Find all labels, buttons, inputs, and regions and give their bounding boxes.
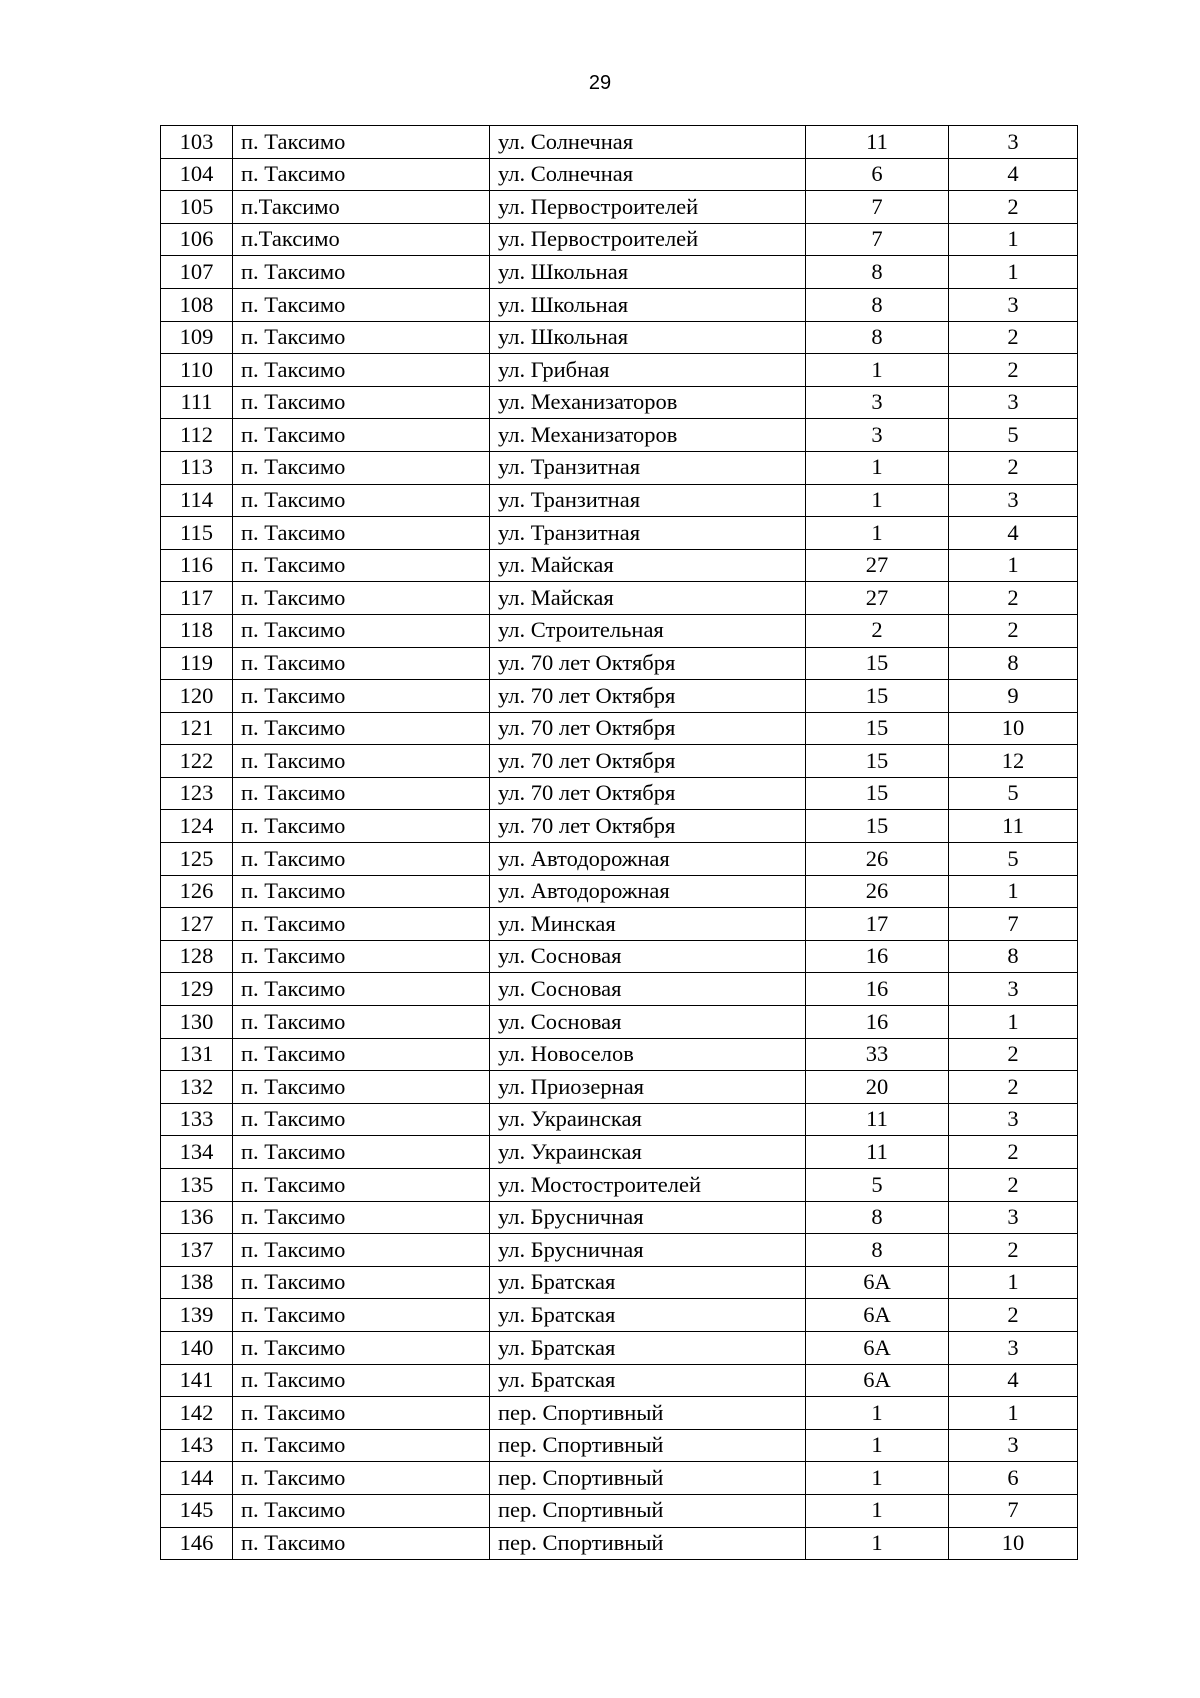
table-row	[161, 223, 1078, 256]
table-row	[161, 1364, 1078, 1397]
row-number-cell: 108	[161, 288, 233, 321]
apartment-number-cell: 5	[949, 777, 1078, 810]
settlement-cell: п. Таксимо	[233, 1201, 490, 1234]
table-row	[161, 1234, 1078, 1267]
settlement-cell: п. Таксимо	[233, 1038, 490, 1071]
settlement-cell: п. Таксимо	[233, 1266, 490, 1299]
street-cell: ул. 70 лет Октября	[490, 745, 806, 778]
row-number-cell: 145	[161, 1494, 233, 1527]
house-number-cell: 15	[806, 680, 949, 713]
apartment-number-cell: 3	[949, 386, 1078, 419]
street-cell: ул. Строительная	[490, 614, 806, 647]
street-cell: ул. Украинская	[490, 1136, 806, 1169]
house-number-cell: 15	[806, 647, 949, 680]
row-number-cell: 111	[161, 386, 233, 419]
row-number-cell: 138	[161, 1266, 233, 1299]
house-number-cell: 8	[806, 288, 949, 321]
street-cell: ул. Школьная	[490, 321, 806, 354]
apartment-number-cell: 2	[949, 451, 1078, 484]
house-number-cell: 1	[806, 354, 949, 387]
table-row	[161, 1169, 1078, 1202]
row-number-cell: 115	[161, 517, 233, 550]
apartment-number-cell: 3	[949, 1331, 1078, 1364]
house-number-cell: 2	[806, 614, 949, 647]
house-number-cell: 27	[806, 549, 949, 582]
table-row	[161, 484, 1078, 517]
settlement-cell: п. Таксимо	[233, 940, 490, 973]
settlement-cell: п. Таксимо	[233, 614, 490, 647]
settlement-cell: п. Таксимо	[233, 419, 490, 452]
settlement-cell: п. Таксимо	[233, 1364, 490, 1397]
table-row	[161, 451, 1078, 484]
table-row	[161, 582, 1078, 615]
street-cell: ул. Механизаторов	[490, 419, 806, 452]
row-number-cell: 135	[161, 1169, 233, 1202]
apartment-number-cell: 3	[949, 1429, 1078, 1462]
settlement-cell: п. Таксимо	[233, 517, 490, 550]
house-number-cell: 5	[806, 1169, 949, 1202]
apartment-number-cell: 3	[949, 288, 1078, 321]
settlement-cell: п. Таксимо	[233, 1136, 490, 1169]
row-number-cell: 142	[161, 1397, 233, 1430]
row-number-cell: 132	[161, 1071, 233, 1104]
settlement-cell: п. Таксимо	[233, 386, 490, 419]
apartment-number-cell: 9	[949, 680, 1078, 713]
street-cell: ул. Первостроителей	[490, 223, 806, 256]
house-number-cell: 6	[806, 158, 949, 191]
row-number-cell: 128	[161, 940, 233, 973]
street-cell: ул. Украинская	[490, 1103, 806, 1136]
table-row	[161, 158, 1078, 191]
house-number-cell: 11	[806, 1103, 949, 1136]
apartment-number-cell: 1	[949, 256, 1078, 289]
house-number-cell: 27	[806, 582, 949, 615]
settlement-cell: п. Таксимо	[233, 288, 490, 321]
settlement-cell: п. Таксимо	[233, 875, 490, 908]
table-row	[161, 354, 1078, 387]
street-cell: ул. Транзитная	[490, 451, 806, 484]
house-number-cell: 8	[806, 321, 949, 354]
apartment-number-cell: 2	[949, 1071, 1078, 1104]
street-cell: ул. Сосновая	[490, 940, 806, 973]
row-number-cell: 107	[161, 256, 233, 289]
apartment-number-cell: 12	[949, 745, 1078, 778]
house-number-cell: 15	[806, 745, 949, 778]
table-row	[161, 973, 1078, 1006]
table-row	[161, 1266, 1078, 1299]
house-number-cell: 11	[806, 126, 949, 159]
street-cell: ул. Автодорожная	[490, 875, 806, 908]
house-number-cell: 1	[806, 517, 949, 550]
settlement-cell: п. Таксимо	[233, 1234, 490, 1267]
settlement-cell: п. Таксимо	[233, 582, 490, 615]
street-cell: ул. 70 лет Октября	[490, 647, 806, 680]
street-cell: ул. Брусничная	[490, 1234, 806, 1267]
apartment-number-cell: 2	[949, 1299, 1078, 1332]
settlement-cell: п. Таксимо	[233, 321, 490, 354]
street-cell: ул. Минская	[490, 908, 806, 941]
apartment-number-cell: 2	[949, 614, 1078, 647]
house-number-cell: 7	[806, 191, 949, 224]
settlement-cell: п. Таксимо	[233, 1429, 490, 1462]
settlement-cell: п. Таксимо	[233, 1462, 490, 1495]
apartment-number-cell: 5	[949, 843, 1078, 876]
table-row	[161, 419, 1078, 452]
street-cell: ул. Солнечная	[490, 158, 806, 191]
row-number-cell: 103	[161, 126, 233, 159]
table-row	[161, 614, 1078, 647]
apartment-number-cell: 2	[949, 191, 1078, 224]
table-row	[161, 1201, 1078, 1234]
house-number-cell: 16	[806, 1006, 949, 1039]
apartment-number-cell: 10	[949, 712, 1078, 745]
settlement-cell: п. Таксимо	[233, 549, 490, 582]
table-row	[161, 1462, 1078, 1495]
street-cell: ул. 70 лет Октября	[490, 680, 806, 713]
page-number: 29	[588, 72, 612, 94]
row-number-cell: 143	[161, 1429, 233, 1462]
house-number-cell: 1	[806, 1494, 949, 1527]
street-cell: ул. Майская	[490, 582, 806, 615]
settlement-cell: п. Таксимо	[233, 1169, 490, 1202]
house-number-cell: 1	[806, 1429, 949, 1462]
street-cell: ул. Школьная	[490, 288, 806, 321]
table-row	[161, 777, 1078, 810]
settlement-cell: п. Таксимо	[233, 1331, 490, 1364]
settlement-cell: п. Таксимо	[233, 1299, 490, 1332]
settlement-cell: п. Таксимо	[233, 810, 490, 843]
settlement-cell: п. Таксимо	[233, 256, 490, 289]
house-number-cell: 6А	[806, 1364, 949, 1397]
street-cell: пер. Спортивный	[490, 1429, 806, 1462]
apartment-number-cell: 7	[949, 908, 1078, 941]
table-row	[161, 549, 1078, 582]
apartment-number-cell: 1	[949, 223, 1078, 256]
street-cell: ул. Братская	[490, 1266, 806, 1299]
table-row	[161, 386, 1078, 419]
table-row	[161, 1397, 1078, 1430]
table-row	[161, 712, 1078, 745]
table-row	[161, 1136, 1078, 1169]
table-row	[161, 191, 1078, 224]
row-number-cell: 106	[161, 223, 233, 256]
row-number-cell: 114	[161, 484, 233, 517]
house-number-cell: 15	[806, 810, 949, 843]
house-number-cell: 8	[806, 1201, 949, 1234]
apartment-number-cell: 2	[949, 1038, 1078, 1071]
table-row	[161, 1299, 1078, 1332]
row-number-cell: 120	[161, 680, 233, 713]
settlement-cell: п. Таксимо	[233, 908, 490, 941]
apartment-number-cell: 3	[949, 1103, 1078, 1136]
row-number-cell: 105	[161, 191, 233, 224]
house-number-cell: 8	[806, 1234, 949, 1267]
house-number-cell: 26	[806, 875, 949, 908]
street-cell: ул. Братская	[490, 1331, 806, 1364]
table-row	[161, 1494, 1078, 1527]
apartment-number-cell: 8	[949, 647, 1078, 680]
apartment-number-cell: 3	[949, 973, 1078, 1006]
row-number-cell: 110	[161, 354, 233, 387]
table-row	[161, 680, 1078, 713]
house-number-cell: 26	[806, 843, 949, 876]
row-number-cell: 123	[161, 777, 233, 810]
apartment-number-cell: 2	[949, 1136, 1078, 1169]
street-cell: ул. Брусничная	[490, 1201, 806, 1234]
settlement-cell: п.Таксимо	[233, 191, 490, 224]
settlement-cell: п. Таксимо	[233, 1527, 490, 1560]
table-row	[161, 288, 1078, 321]
row-number-cell: 109	[161, 321, 233, 354]
apartment-number-cell: 1	[949, 549, 1078, 582]
row-number-cell: 117	[161, 582, 233, 615]
apartment-number-cell: 1	[949, 1006, 1078, 1039]
row-number-cell: 139	[161, 1299, 233, 1332]
table-row	[161, 321, 1078, 354]
table-row	[161, 517, 1078, 550]
address-table-body	[161, 126, 1078, 1560]
settlement-cell: п. Таксимо	[233, 354, 490, 387]
house-number-cell: 15	[806, 712, 949, 745]
row-number-cell: 104	[161, 158, 233, 191]
street-cell: ул. Первостроителей	[490, 191, 806, 224]
row-number-cell: 137	[161, 1234, 233, 1267]
apartment-number-cell: 4	[949, 517, 1078, 550]
street-cell: ул. 70 лет Октября	[490, 712, 806, 745]
street-cell: ул. 70 лет Октября	[490, 777, 806, 810]
row-number-cell: 133	[161, 1103, 233, 1136]
apartment-number-cell: 4	[949, 158, 1078, 191]
apartment-number-cell: 6	[949, 1462, 1078, 1495]
table-row	[161, 810, 1078, 843]
row-number-cell: 141	[161, 1364, 233, 1397]
house-number-cell: 7	[806, 223, 949, 256]
table-row	[161, 126, 1078, 159]
row-number-cell: 116	[161, 549, 233, 582]
street-cell: пер. Спортивный	[490, 1397, 806, 1430]
street-cell: пер. Спортивный	[490, 1494, 806, 1527]
settlement-cell: п. Таксимо	[233, 1071, 490, 1104]
table-row	[161, 256, 1078, 289]
row-number-cell: 119	[161, 647, 233, 680]
house-number-cell: 6А	[806, 1299, 949, 1332]
street-cell: ул. Братская	[490, 1299, 806, 1332]
apartment-number-cell: 2	[949, 321, 1078, 354]
row-number-cell: 112	[161, 419, 233, 452]
house-number-cell: 3	[806, 386, 949, 419]
row-number-cell: 118	[161, 614, 233, 647]
table-row	[161, 908, 1078, 941]
house-number-cell: 3	[806, 419, 949, 452]
table-row	[161, 940, 1078, 973]
apartment-number-cell: 8	[949, 940, 1078, 973]
apartment-number-cell: 2	[949, 354, 1078, 387]
row-number-cell: 140	[161, 1331, 233, 1364]
settlement-cell: п. Таксимо	[233, 484, 490, 517]
table-row	[161, 875, 1078, 908]
street-cell: ул. Майская	[490, 549, 806, 582]
table-row	[161, 1331, 1078, 1364]
street-cell: ул. Новоселов	[490, 1038, 806, 1071]
apartment-number-cell: 2	[949, 1234, 1078, 1267]
house-number-cell: 1	[806, 1462, 949, 1495]
apartment-number-cell: 2	[949, 582, 1078, 615]
street-cell: ул. Приозерная	[490, 1071, 806, 1104]
settlement-cell: п. Таксимо	[233, 1494, 490, 1527]
street-cell: ул. Транзитная	[490, 517, 806, 550]
table-row	[161, 1006, 1078, 1039]
row-number-cell: 127	[161, 908, 233, 941]
table-row	[161, 1038, 1078, 1071]
house-number-cell: 1	[806, 451, 949, 484]
house-number-cell: 17	[806, 908, 949, 941]
table-row	[161, 745, 1078, 778]
apartment-number-cell: 1	[949, 1397, 1078, 1430]
row-number-cell: 122	[161, 745, 233, 778]
apartment-number-cell: 1	[949, 875, 1078, 908]
row-number-cell: 113	[161, 451, 233, 484]
street-cell: ул. Грибная	[490, 354, 806, 387]
row-number-cell: 130	[161, 1006, 233, 1039]
settlement-cell: п. Таксимо	[233, 158, 490, 191]
apartment-number-cell: 2	[949, 1169, 1078, 1202]
street-cell: пер. Спортивный	[490, 1527, 806, 1560]
settlement-cell: п. Таксимо	[233, 745, 490, 778]
street-cell: ул. Мостостроителей	[490, 1169, 806, 1202]
street-cell: ул. Сосновая	[490, 973, 806, 1006]
house-number-cell: 1	[806, 484, 949, 517]
house-number-cell: 16	[806, 940, 949, 973]
house-number-cell: 6А	[806, 1266, 949, 1299]
house-number-cell: 33	[806, 1038, 949, 1071]
row-number-cell: 131	[161, 1038, 233, 1071]
settlement-cell: п.Таксимо	[233, 223, 490, 256]
house-number-cell: 1	[806, 1397, 949, 1430]
apartment-number-cell: 7	[949, 1494, 1078, 1527]
settlement-cell: п. Таксимо	[233, 1103, 490, 1136]
street-cell: ул. Сосновая	[490, 1006, 806, 1039]
settlement-cell: п. Таксимо	[233, 680, 490, 713]
street-cell: ул. Механизаторов	[490, 386, 806, 419]
table-row	[161, 1103, 1078, 1136]
table-row	[161, 1071, 1078, 1104]
settlement-cell: п. Таксимо	[233, 451, 490, 484]
row-number-cell: 136	[161, 1201, 233, 1234]
row-number-cell: 146	[161, 1527, 233, 1560]
house-number-cell: 15	[806, 777, 949, 810]
settlement-cell: п. Таксимо	[233, 1006, 490, 1039]
settlement-cell: п. Таксимо	[233, 647, 490, 680]
apartment-number-cell: 5	[949, 419, 1078, 452]
apartment-number-cell: 3	[949, 1201, 1078, 1234]
street-cell: ул. Автодорожная	[490, 843, 806, 876]
apartment-number-cell: 3	[949, 484, 1078, 517]
row-number-cell: 144	[161, 1462, 233, 1495]
table-row	[161, 1429, 1078, 1462]
row-number-cell: 134	[161, 1136, 233, 1169]
house-number-cell: 11	[806, 1136, 949, 1169]
house-number-cell: 8	[806, 256, 949, 289]
apartment-number-cell: 1	[949, 1266, 1078, 1299]
settlement-cell: п. Таксимо	[233, 712, 490, 745]
row-number-cell: 124	[161, 810, 233, 843]
house-number-cell: 16	[806, 973, 949, 1006]
apartment-number-cell: 3	[949, 126, 1078, 159]
apartment-number-cell: 10	[949, 1527, 1078, 1560]
house-number-cell: 1	[806, 1527, 949, 1560]
settlement-cell: п. Таксимо	[233, 126, 490, 159]
house-number-cell: 6А	[806, 1331, 949, 1364]
settlement-cell: п. Таксимо	[233, 843, 490, 876]
street-cell: ул. Братская	[490, 1364, 806, 1397]
settlement-cell: п. Таксимо	[233, 973, 490, 1006]
house-number-cell: 20	[806, 1071, 949, 1104]
row-number-cell: 121	[161, 712, 233, 745]
street-cell: ул. 70 лет Октября	[490, 810, 806, 843]
street-cell: ул. Транзитная	[490, 484, 806, 517]
row-number-cell: 129	[161, 973, 233, 1006]
settlement-cell: п. Таксимо	[233, 777, 490, 810]
table-row	[161, 843, 1078, 876]
street-cell: ул. Школьная	[490, 256, 806, 289]
table-row	[161, 1527, 1078, 1560]
settlement-cell: п. Таксимо	[233, 1397, 490, 1430]
row-number-cell: 125	[161, 843, 233, 876]
street-cell: ул. Солнечная	[490, 126, 806, 159]
table-row	[161, 647, 1078, 680]
apartment-number-cell: 4	[949, 1364, 1078, 1397]
street-cell: пер. Спортивный	[490, 1462, 806, 1495]
apartment-number-cell: 11	[949, 810, 1078, 843]
row-number-cell: 126	[161, 875, 233, 908]
address-table	[160, 125, 1078, 1560]
